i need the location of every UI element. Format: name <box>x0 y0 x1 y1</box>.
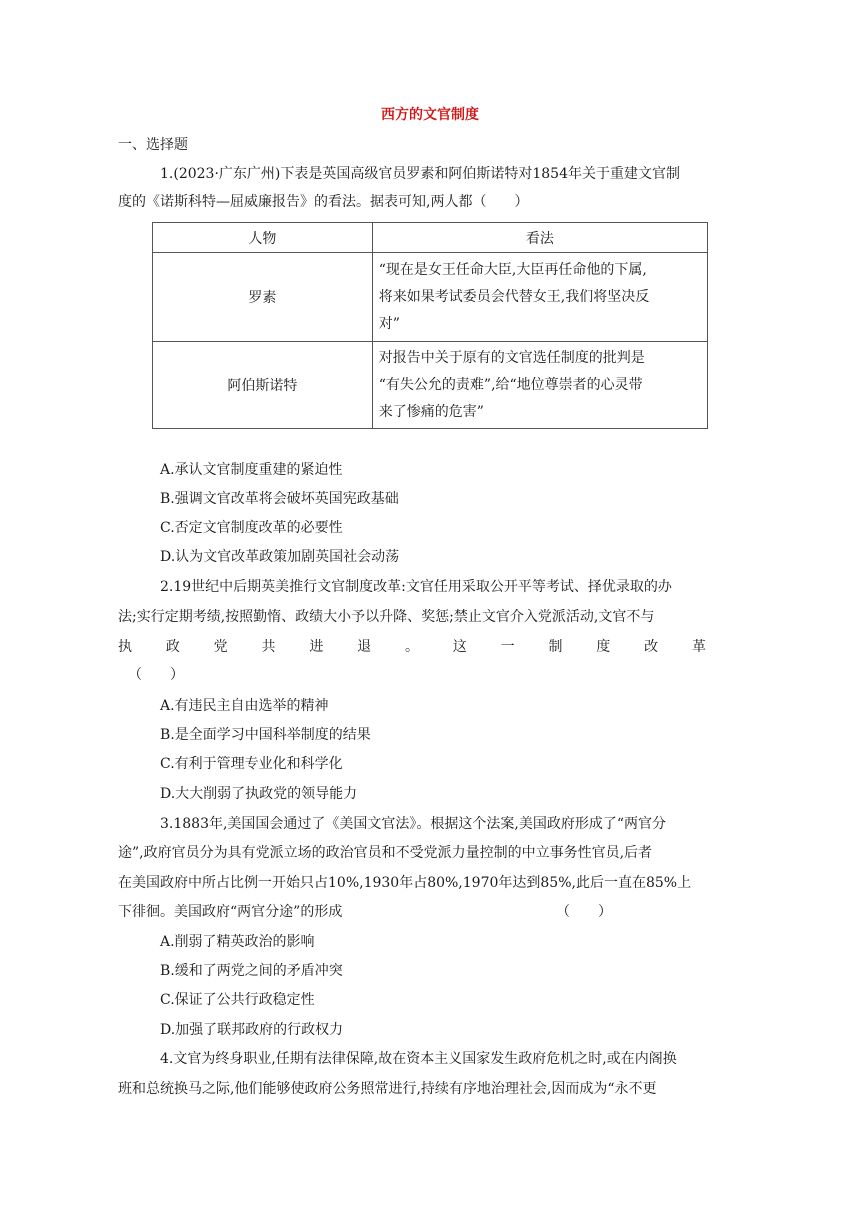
q1-option-a: A.承认文官制度重建的紧迫性 <box>160 462 343 478</box>
view-line: 将来如果考试委员会代替女王,我们将坚决反 <box>378 288 650 305</box>
q1-option-b: B.强调文官改革将会破坏英国宪政基础 <box>160 491 399 507</box>
q3-stem-line: 在美国政府中所占比例一开始只占10%,1930年占80%,1970年达到85%,此后一直在85%上 <box>118 875 692 891</box>
q1-option-c: C.否定文官制度改革的必要性 <box>160 520 343 536</box>
q1-table <box>152 222 708 429</box>
table-row <box>153 342 708 429</box>
view-line: “现在是女王任命大臣,大臣再任命他的下属, <box>378 261 647 278</box>
q3-option-b: B.缓和了两党之间的矛盾冲突 <box>160 963 343 979</box>
table-cell-person: 阿伯斯诺特 <box>153 342 373 429</box>
table-header-person: 人物 <box>153 223 373 253</box>
q2-answer-paren: （ ） <box>128 667 184 683</box>
q2-stem-line: 法;实行定期考绩,按照勤惰、政绩大小予以升降、奖惩;禁止文官介入党派活动,文官不与 <box>118 609 655 625</box>
q3-stem-line: 3.1883年,美国国会通过了《美国文官法》。根据这个法案,美国政府形成了“两官分 <box>160 816 667 832</box>
table-row <box>153 253 708 342</box>
q2-stem-line-justified: 执 政 党 共 进 退 。 这 一 制 度 改 革 <box>118 639 706 655</box>
table-cell-view <box>372 342 707 429</box>
table-header-row <box>153 223 708 253</box>
table-header-view: 看法 <box>372 223 707 253</box>
table-cell-view <box>372 253 707 342</box>
q2-option-a: A.有违民主自由选举的精神 <box>160 698 329 714</box>
view-line: 对报告中关于原有的文官选任制度的批判是 <box>378 349 645 366</box>
view-line: 对” <box>378 315 400 332</box>
q4-stem-line: 4.文官为终身职业,任期有法律保障,故在资本主义国家发生政府危机之时,或在内阁换 <box>160 1051 677 1067</box>
q3-option-a: A.削弱了精英政治的影响 <box>160 934 315 950</box>
q2-option-d: D.大大削弱了执政党的领导能力 <box>160 786 358 802</box>
q3-stem-line: 途”,政府官员分为具有党派立场的政治官员和不受党派力量控制的中立事务性官员,后者 <box>118 845 653 861</box>
q3-answer-paren: （ ） <box>556 904 612 920</box>
q1-stem-line: 1.(2023·广东广州)下表是英国高级官员罗素和阿伯斯诺特对1854年关于重建文官制 <box>160 166 680 182</box>
q3-option-d: D.加强了联邦政府的行政权力 <box>160 1022 344 1038</box>
q2-option-c: C.有利于管理专业化和科学化 <box>160 756 343 772</box>
q3-stem-line: 下徘徊。美国政府“两官分途”的形成 <box>118 904 343 920</box>
table-cell-person: 罗素 <box>153 253 373 342</box>
q4-stem-line: 班和总统换马之际,他们能够使政府公务照常进行,持续有序地治理社会,因而成为“永不更 <box>118 1081 657 1097</box>
q2-stem-line: 2.19世纪中后期英美推行文官制度改革:文官任用采取公开平等考试、择优录取的办 <box>160 579 672 595</box>
q3-option-c: C.保证了公共行政稳定性 <box>160 992 315 1008</box>
q2-option-b: B.是全面学习中国科举制度的结果 <box>160 727 371 743</box>
document-title: 西方的文官制度 <box>381 107 479 123</box>
q1-option-d: D.认为文官改革政策加剧英国社会动荡 <box>160 549 400 565</box>
view-line: 来了惨痛的危害” <box>378 403 484 420</box>
q1-stem-line: 度的《诺斯科特—屈威廉报告》的看法。据表可知,两人都（ ） <box>118 194 529 210</box>
section-heading: 一、选择题 <box>118 137 188 153</box>
view-line: “有失公允的责难”,给“地位尊崇者的心灵带 <box>378 376 643 393</box>
